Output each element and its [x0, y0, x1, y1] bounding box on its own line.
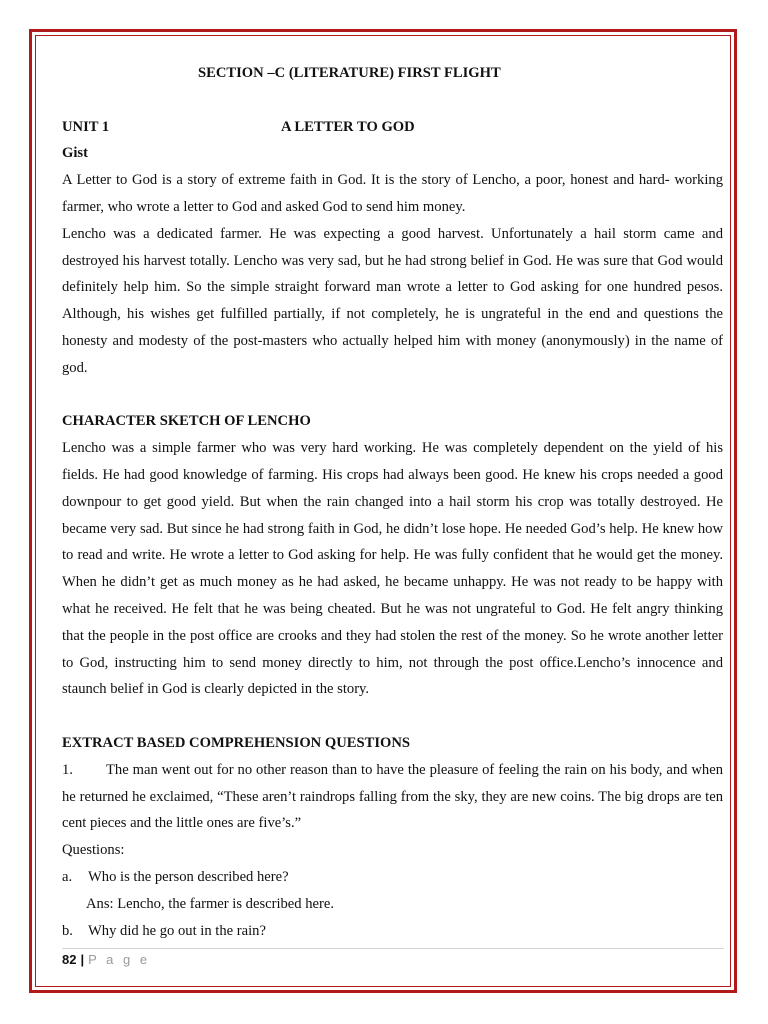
question-b-letter: b.: [62, 922, 73, 939]
question-b-text: Why did he go out in the rain?: [88, 922, 266, 939]
extract-questions-heading: EXTRACT BASED COMPREHENSION QUESTIONS: [62, 734, 411, 751]
question-b: [62, 918, 723, 945]
character-sketch-paragraph: Lencho was a simple farmer who was very hard working. He was completely dependent on the yield of his fields. He had good knowledge of farming. His crops had always been good. He knew his crops needed a good downpour to get good yield. But when the rain changed into a hail storm his crop was totally destroyed. He became very sad. But since he had strong faith in God, he didn’t lose hope. He needed God’s help. He knew how to read and write. He wrote a letter to God asking for help. He was fully confident that he would get the money. When he didn’t get as much money as he had asked, he became unhappy. He was not ready to be happy with what he received. He felt that he was being cheated. But he was not ungrateful to God. He felt angry thinking that the people in the post office are crooks and they had stolen the rest of the money. So he wrote another letter to God, instructing him to send money directly to him, not through the post office.Lencho’s innocence and staunch belief in God is clearly depicted in the story.: [62, 440, 723, 698]
character-sketch-heading: CHARACTER SKETCH OF LENCHO: [62, 413, 311, 430]
page-word: P a g e: [88, 952, 151, 967]
page-content: [62, 60, 723, 944]
gist-paragraph-2: Lencho was a dedicated farmer. He was expecting a good harvest. Unfortunately a hail storm came and destroyed his harvest totally. Lencho was very sad, but he had strong belief in God. He was sure that God would definitely help him. So the simple straight forward man wrote a letter to God asking for one hundred pesos. Although, his wishes get fulfilled partially, if not completely, he is ungrateful in the end and questions the honesty and modesty of the post-masters who actually helped him with money (anonymously) in the name of god.: [62, 225, 723, 376]
footer-divider: [62, 948, 724, 949]
extract-number: 1.: [62, 761, 73, 778]
extract-text: The man went out for no other reason than to have the pleasure of feeling the rain on his body, and when he returned he exclaimed, “These aren’t raindrops falling from the sky, they are new coins. The big drops are ten cent pieces and the little ones are five’s.”: [62, 761, 723, 832]
unit-label: UNIT 1: [62, 118, 110, 135]
page-footer: [62, 952, 150, 967]
footer-separator: |: [80, 952, 85, 967]
question-a: [62, 864, 723, 891]
unit-name: A LETTER TO GOD: [281, 118, 415, 135]
answer-a: Ans: Lencho, the farmer is described here.: [86, 895, 334, 912]
questions-label: Questions:: [62, 842, 125, 859]
extract-passage: [62, 757, 723, 837]
gist-paragraph-1: A Letter to God is a story of extreme faith in God. It is the story of Lencho, a poor, honest and hard- working farmer, who wrote a letter to God and asked God to send him money.: [62, 172, 723, 215]
section-title: SECTION –C (LITERATURE) FIRST FLIGHT: [198, 65, 501, 81]
gist-heading: Gist: [62, 145, 88, 162]
question-a-letter: a.: [62, 868, 73, 885]
question-a-text: Who is the person described here?: [88, 868, 289, 885]
page-number: 82: [62, 952, 77, 967]
unit-heading: [62, 114, 723, 141]
